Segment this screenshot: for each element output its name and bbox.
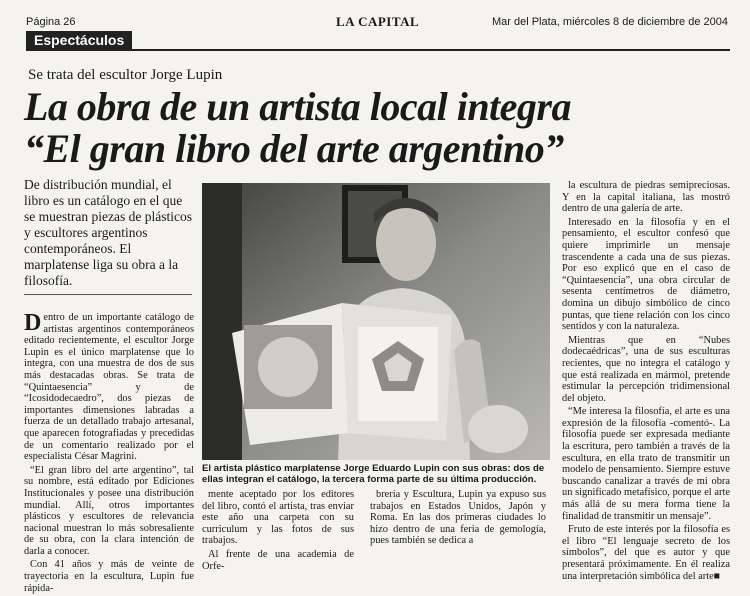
paragraph: Mientras que en “Nubes dodecaédricas”, una de sus esculturas recientes, que no integra el catálogo y que está realizada en mármol, pretende estimular la percepción tridimensional del objeto.: [562, 334, 730, 404]
paragraph: [24, 312, 194, 463]
paragraph: Interesado en la filosofía y en el pensamiento, el escultor confesó que quiere imprimirle un mensaje trascendente a cada una de sus piezas. Por eso explicó que en el caso de “Quintaesencia”, una obra circular de sesenta centímetros de diámetro, domina un dibujo simbólico de cinco puntas, que tiene relación con los cinco sentidos y con la naturaleza.: [562, 216, 730, 333]
section-bar: [26, 31, 730, 51]
article-column-2: [202, 489, 354, 574]
section-label: Espectáculos: [26, 31, 132, 49]
paragraph-text: entro de un importante catálogo de artistas argentinos contemporáneos editado recientemente, el escultor Jorge Lupin es el único marplatense que lo integra, con una muestra de dos de sus más destacadas obras. Se trata de “Quintaesencia” y de “Icosidodecaedro”, dos piezas de importantes dimensiones labradas a fuerza de un detallado trabajo artesanal, que aparecen fotografiadas y precedidas de un comentario realizado por el especialista César Magrini.: [24, 312, 194, 463]
article-photo: [202, 183, 550, 460]
headline-line-2: “El gran libro del arte argentino”: [24, 126, 564, 171]
photo-caption: El artista plástico marplatense Jorge Eduardo Lupin con sus obras: dos de ellas integran el catálogo, la tercera forma parte de su última producción.: [202, 463, 545, 485]
person-holding-book-photo-icon: [202, 183, 550, 460]
paragraph: Al frente de una academia de Orfe-: [202, 548, 354, 572]
paragraph: Con 41 años y más de veinte de trayectoria en la escultura, Lupin fue rápida-: [24, 559, 194, 594]
paragraph: mente aceptado por los editores del libro, contó el artista, tras enviar este año una carpeta con su curriculum y las fotos de sus trabajos.: [202, 489, 354, 547]
article-column-3: [370, 489, 546, 549]
article-column-4: [562, 180, 730, 584]
kicker: Se trata del escultor Jorge Lupin: [28, 67, 223, 83]
page-header: [0, 0, 750, 30]
paragraph: “El gran libro del arte argentino”, tal su nombre, está editado por Ediciones Institucionales y posee una distribución mundial. Allí, otros importantes plásticos y escultores de relevancia nacional muestran lo más sobresaliente de su obra, con la clara intención de darla a conocer.: [24, 464, 194, 557]
headline: [24, 86, 734, 170]
page-number: Página 26: [26, 16, 76, 28]
drop-cap: D: [24, 310, 42, 336]
dateline: Mar del Plata, miércoles 8 de diciembre de 2004: [491, 16, 728, 28]
paragraph: “Me interesa la filosofía, el arte es una expresión de la filosofía -comentó-. La filosofía puede ser expresada mediante la escritura, pero también a través de la escultura, en ella trato de transmitir un modelo de pensamiento. Siempre estuve buscando canalizar a través de mi obra un significado metafísico, porque el arte más allá de su mera forma tiene la finalidad de transmitir un mensaje”.: [562, 406, 730, 522]
paragraph: la escultura de piedras semipreciosas. Y en la capital italiana, las mostró dentro de una galería de arte.: [562, 180, 730, 215]
lead-paragraph: De distribución mundial, el libro es un catálogo en el que se muestran piezas de plásticos y escultores argentinos contemporáneos. El marplatense liga su obra a la filosofía.: [24, 177, 192, 288]
headline-line-1: La obra de un artista local integra: [24, 84, 571, 129]
article-column-1: [24, 312, 194, 596]
newspaper-name: LA CAPITAL: [336, 14, 420, 29]
lead-divider: [24, 294, 192, 295]
paragraph: brería y Escultura, Lupin ya expuso sus trabajos en Estados Unidos, Japón y Roma. En las dos primeras ciudades lo hizo dentro de una feria de gemología, pues también se dedica a: [370, 489, 546, 547]
paragraph: Fruto de este interés por la filosofía es el libro “El lenguaje secreto de los símbolos”, del que es autor y que presentará próximamente. En él realiza una interpretación simbólica del arte■: [562, 524, 730, 582]
